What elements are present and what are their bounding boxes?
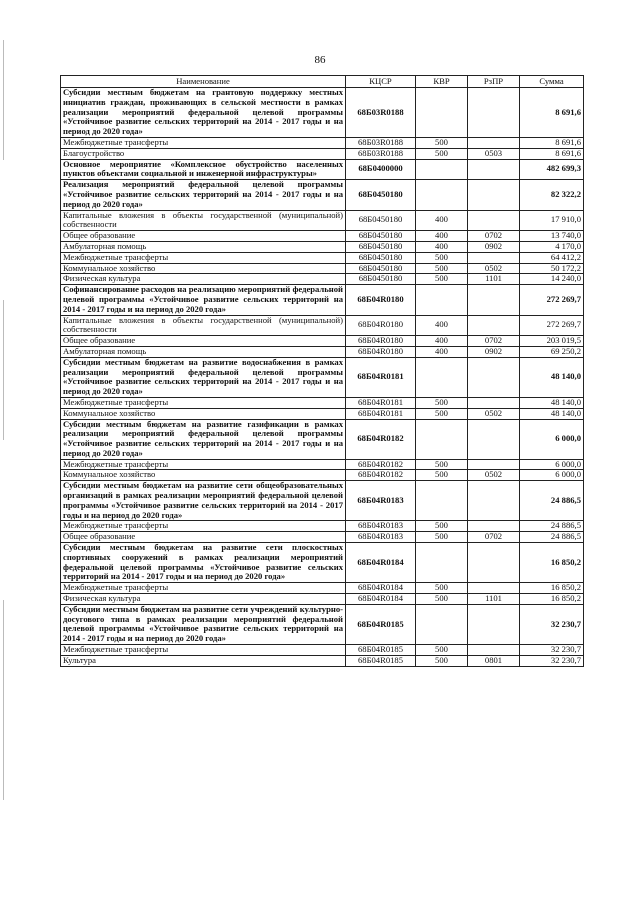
kcsr-cell: 68Б04R0183 [346,521,416,532]
rzpr-cell [468,180,520,210]
kcsr-cell: 68Б03R0188 [346,88,416,138]
kvr-cell: 500 [416,655,468,666]
kcsr-cell: 68Б04R0182 [346,419,416,459]
kvr-cell: 500 [416,137,468,148]
sum-cell: 272 269,7 [520,285,584,315]
kvr-cell: 500 [416,583,468,594]
sum-cell: 6 000,0 [520,419,584,459]
kvr-cell: 500 [416,408,468,419]
kcsr-cell: 68Б0400000 [346,159,416,180]
name-cell: Межбюджетные трансферты [61,252,346,263]
rzpr-cell [468,481,520,521]
sum-cell: 203 019,5 [520,336,584,347]
table-row [61,274,584,285]
sum-cell: 48 140,0 [520,397,584,408]
kcsr-cell: 68Б04R0183 [346,532,416,543]
table-row [61,543,584,583]
name-cell: Общее образование [61,231,346,242]
kvr-cell: 500 [416,397,468,408]
rzpr-cell [468,604,520,644]
kvr-cell: 500 [416,470,468,481]
sum-cell: 16 850,2 [520,583,584,594]
name-cell: Амбулаторная помощь [61,346,346,357]
kvr-cell: 500 [416,252,468,263]
kcsr-cell: 68Б04R0185 [346,604,416,644]
name-cell: Капитальные вложения в объекты государственной (муниципальной) собственности [61,210,346,231]
sum-cell: 24 886,5 [520,521,584,532]
kvr-cell: 400 [416,241,468,252]
kcsr-cell: 68Б04R0181 [346,397,416,408]
name-cell: Общее образование [61,336,346,347]
kvr-cell: 500 [416,532,468,543]
kcsr-cell: 68Б04R0184 [346,543,416,583]
rzpr-cell [468,419,520,459]
table-row [61,252,584,263]
rzpr-cell: 0902 [468,241,520,252]
kvr-cell [416,180,468,210]
table-row [61,263,584,274]
rzpr-cell [468,397,520,408]
rzpr-cell: 0801 [468,655,520,666]
sum-cell: 16 850,2 [520,594,584,605]
table-row [61,210,584,231]
kvr-cell: 500 [416,521,468,532]
sum-cell: 8 691,6 [520,148,584,159]
name-cell: Коммунальное хозяйство [61,263,346,274]
kvr-cell: 400 [416,210,468,231]
kcsr-cell: 68Б03R0188 [346,137,416,148]
kvr-cell [416,159,468,180]
rzpr-cell [468,210,520,231]
kcsr-cell: 68Б0450180 [346,210,416,231]
header-kcsr: КЦСР [346,76,416,88]
kvr-cell: 500 [416,274,468,285]
table-row [61,419,584,459]
sum-cell: 16 850,2 [520,543,584,583]
table-row [61,241,584,252]
rzpr-cell: 0902 [468,346,520,357]
table-header-row [61,76,584,88]
sum-cell: 17 910,0 [520,210,584,231]
rzpr-cell: 0702 [468,336,520,347]
kvr-cell: 500 [416,459,468,470]
kcsr-cell: 68Б0450180 [346,231,416,242]
name-cell: Коммунальное хозяйство [61,470,346,481]
table-row [61,655,584,666]
table-body [61,88,584,667]
name-cell: Коммунальное хозяйство [61,408,346,419]
kcsr-cell: 68Б04R0185 [346,645,416,656]
sum-cell: 8 691,6 [520,137,584,148]
name-cell: Реализация мероприятий федеральной целевой программы «Устойчивое развитие сельских территорий на 2014 - 2017 годы и на период до 2020 года» [61,180,346,210]
name-cell: Амбулаторная помощь [61,241,346,252]
kcsr-cell: 68Б0450180 [346,252,416,263]
sum-cell: 48 140,0 [520,357,584,397]
sum-cell: 48 140,0 [520,408,584,419]
rzpr-cell: 0503 [468,148,520,159]
header-kvr: КВР [416,76,468,88]
kcsr-cell: 68Б04R0181 [346,357,416,397]
rzpr-cell: 0702 [468,231,520,242]
name-cell: Субсидии местным бюджетам на развитие сети плоскостных спортивных сооружений в рамках реализации мероприятий федеральной целевой программы «Устойчивое развитие сельских территорий на 2014 - 2017 годы и на период до 2020 года» [61,543,346,583]
kvr-cell [416,88,468,138]
kvr-cell: 500 [416,263,468,274]
kcsr-cell: 68Б04R0184 [346,583,416,594]
kcsr-cell: 68Б04R0183 [346,481,416,521]
rzpr-cell: 1101 [468,594,520,605]
kcsr-cell: 68Б04R0180 [346,285,416,315]
table-row [61,148,584,159]
rzpr-cell: 0502 [468,470,520,481]
kvr-cell [416,604,468,644]
kvr-cell: 500 [416,594,468,605]
sum-cell: 69 250,2 [520,346,584,357]
table-row [61,285,584,315]
kcsr-cell: 68Б04R0180 [346,315,416,336]
kcsr-cell: 68Б0450180 [346,274,416,285]
name-cell: Межбюджетные трансферты [61,645,346,656]
table-row [61,645,584,656]
name-cell: Общее образование [61,532,346,543]
table-row [61,532,584,543]
rzpr-cell [468,137,520,148]
sum-cell: 272 269,7 [520,315,584,336]
table-row [61,470,584,481]
rzpr-cell [468,543,520,583]
kvr-cell [416,357,468,397]
sum-cell: 13 740,0 [520,231,584,242]
rzpr-cell [468,521,520,532]
table-row [61,594,584,605]
kvr-cell: 400 [416,336,468,347]
table-row [61,583,584,594]
sum-cell: 24 886,5 [520,532,584,543]
sum-cell: 24 886,5 [520,481,584,521]
kcsr-cell: 68Б0450180 [346,241,416,252]
kvr-cell: 500 [416,148,468,159]
name-cell: Субсидии местным бюджетам на развитие сети общеобразовательных организаций в рамках реализации мероприятий федеральной целевой программы «Устойчивое развитие сельских территорий на 2014 - 2017 годы и на период до 2020 года» [61,481,346,521]
name-cell: Субсидии местным бюджетам на развитие сети учреждений культурно-досугового типа в рамках реализации мероприятий федеральной целевой программы «Устойчивое развитие сельских территорий на 2014 - 2017 годы и на период до 2020 года» [61,604,346,644]
kcsr-cell: 68Б0450180 [346,263,416,274]
sum-cell: 32 230,7 [520,655,584,666]
rzpr-cell [468,159,520,180]
kcsr-cell: 68Б04R0182 [346,470,416,481]
table-row [61,315,584,336]
table-row [61,604,584,644]
kcsr-cell: 68Б03R0188 [346,148,416,159]
sum-cell: 6 000,0 [520,459,584,470]
table-row [61,88,584,138]
table-row [61,336,584,347]
rzpr-cell [468,583,520,594]
name-cell: Физическая культура [61,594,346,605]
kvr-cell [416,285,468,315]
kvr-cell: 500 [416,645,468,656]
rzpr-cell [468,285,520,315]
table-row [61,481,584,521]
table-row [61,521,584,532]
kcsr-cell: 68Б0450180 [346,180,416,210]
table-row [61,346,584,357]
name-cell: Межбюджетные трансферты [61,459,346,470]
name-cell: Межбюджетные трансферты [61,397,346,408]
table-row [61,159,584,180]
name-cell: Благоустройство [61,148,346,159]
name-cell: Субсидии местным бюджетам на развитие водоснабжения в рамках реализации мероприятий федеральной целевой программы «Устойчивое развитие сельских территорий на 2014 - 2017 годы и на период до 2020 года» [61,357,346,397]
rzpr-cell [468,252,520,263]
rzpr-cell [468,459,520,470]
scan-margin-mark [3,600,4,800]
sum-cell: 4 170,0 [520,241,584,252]
sum-cell: 64 412,2 [520,252,584,263]
sum-cell: 482 699,3 [520,159,584,180]
table-row [61,397,584,408]
kcsr-cell: 68Б04R0185 [346,655,416,666]
table-row [61,357,584,397]
kvr-cell: 400 [416,315,468,336]
name-cell: Софинансирование расходов на реализацию мероприятий федеральной целевой программы «Устойчивое развитие сельских территорий на 2014 - 2017 годы и на период до 2020 года» [61,285,346,315]
name-cell: Капитальные вложения в объекты государственной (муниципальной) собственности [61,315,346,336]
name-cell: Межбюджетные трансферты [61,137,346,148]
page-number: 86 [314,54,326,66]
header-sum: Сумма [520,76,584,88]
kcsr-cell: 68Б04R0180 [346,346,416,357]
name-cell: Культура [61,655,346,666]
kcsr-cell: 68Б04R0181 [346,408,416,419]
name-cell: Межбюджетные трансферты [61,521,346,532]
name-cell: Физическая культура [61,274,346,285]
rzpr-cell [468,88,520,138]
table-row [61,180,584,210]
kcsr-cell: 68Б04R0182 [346,459,416,470]
rzpr-cell: 0502 [468,263,520,274]
sum-cell: 14 240,0 [520,274,584,285]
kvr-cell: 400 [416,231,468,242]
kcsr-cell: 68Б04R0180 [346,336,416,347]
kvr-cell [416,419,468,459]
table-row [61,137,584,148]
sum-cell: 50 172,2 [520,263,584,274]
name-cell: Субсидии местным бюджетам на грантовую поддержку местных инициатив граждан, проживающих в сельской местности в рамках реализации мероприятий федеральной целевой программы «Устойчивое развитие сельских территорий на 2014 - 2017 годы и на период до 2020 года» [61,88,346,138]
name-cell: Субсидии местным бюджетам на развитие газификации в рамках реализации мероприятий федеральной целевой программы «Устойчивое развитие сельских территорий на 2014 - 2017 годы и на период до 2020 года» [61,419,346,459]
budget-table [60,75,584,667]
kvr-cell: 400 [416,346,468,357]
scan-margin-mark [3,300,4,440]
rzpr-cell: 1101 [468,274,520,285]
name-cell: Основное мероприятие «Комплексное обустройство населенных пунктов объектами социальной и инженерной инфраструктуры» [61,159,346,180]
rzpr-cell: 0702 [468,532,520,543]
sum-cell: 32 230,7 [520,645,584,656]
header-name: Наименование [61,76,346,88]
sum-cell: 82 322,2 [520,180,584,210]
rzpr-cell [468,315,520,336]
table-row [61,231,584,242]
table-row [61,459,584,470]
header-rzpr: РзПР [468,76,520,88]
kcsr-cell: 68Б04R0184 [346,594,416,605]
rzpr-cell [468,357,520,397]
rzpr-cell: 0502 [468,408,520,419]
kvr-cell [416,543,468,583]
sum-cell: 8 691,6 [520,88,584,138]
kvr-cell [416,481,468,521]
sum-cell: 6 000,0 [520,470,584,481]
name-cell: Межбюджетные трансферты [61,583,346,594]
sum-cell: 32 230,7 [520,604,584,644]
rzpr-cell [468,645,520,656]
table-row [61,408,584,419]
